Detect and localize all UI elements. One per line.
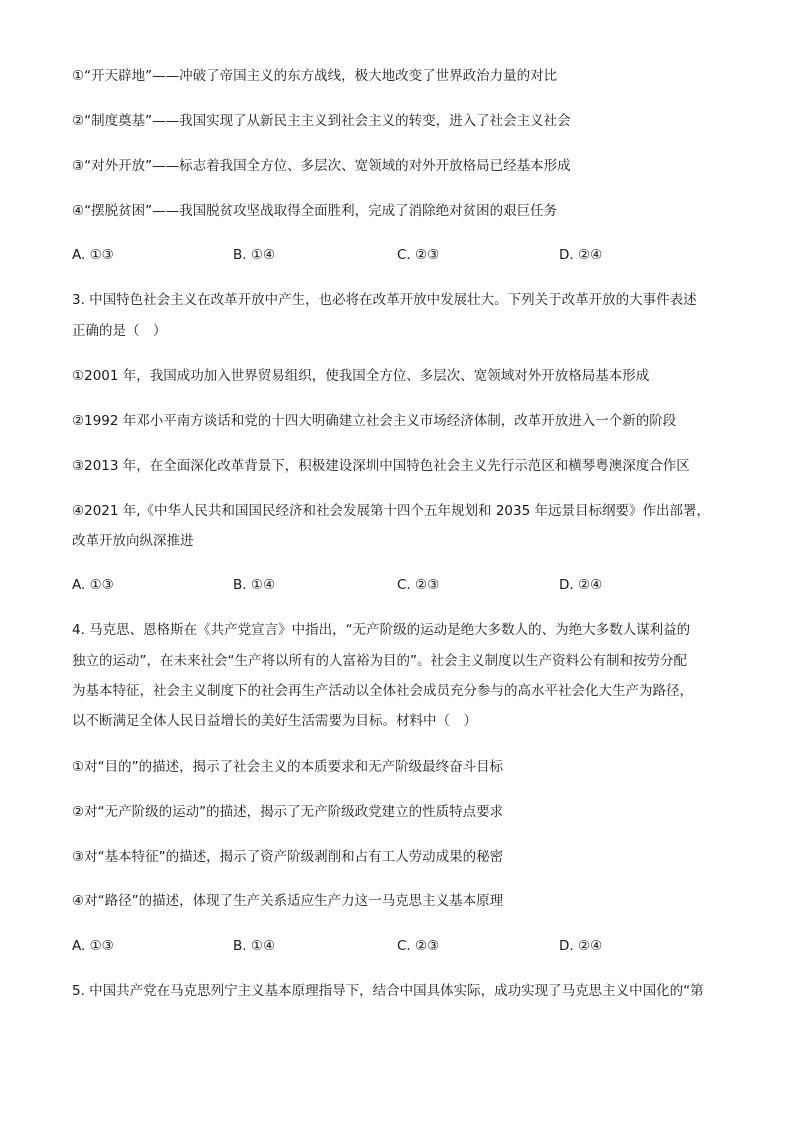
q3-option-a: A. ①③ (72, 577, 114, 593)
q2-options (72, 246, 732, 264)
q3-item-2: ②1992 年邓小平南方谈话和党的十四大明确建立社会主义市场经济体制，改革开放进入一个新的阶段 (72, 413, 677, 429)
q2-item-2: ②“制度奠基”——我国实现了从新民主主义到社会主义的转变，进入了社会主义社会 (72, 113, 571, 129)
q5-stem-line-1: 5. 中国共产党在马克思列宁主义基本原理指导下，结合中国具体实际，成功实现了马克思主义中国化的“第 (72, 983, 704, 999)
q4-option-d: D. ②④ (559, 938, 603, 954)
q4-stem-line-3: 为基本特征，社会主义制度下的社会再生产活动以全体社会成员充分参与的高水平社会化大生产为路径， (72, 683, 693, 699)
q4-item-2: ②对“无产阶级的运动”的描述，揭示了无产阶级政党建立的性质特点要求 (72, 804, 504, 820)
q3-item-3: ③2013 年，在全面深化改革背景下，积极建设深圳中国特色社会主义先行示范区和横琴粤澳深度合作区 (72, 458, 690, 474)
q2-option-a: A. ①③ (72, 247, 114, 263)
q2-option-c: C. ②③ (397, 247, 440, 263)
q4-item-4: ④对“路径”的描述，体现了生产关系适应生产力这一马克思主义基本原理 (72, 893, 504, 909)
q3-stem-line-2: 正确的是（ ） (72, 323, 167, 339)
q3-options (72, 576, 732, 594)
q4-item-1: ①对“目的”的描述，揭示了社会主义的本质要求和无产阶级最终奋斗目标 (72, 759, 504, 775)
q2-item-4: ④“摆脱贫困”——我国脱贫攻坚战取得全面胜利，完成了消除绝对贫困的艰巨任务 (72, 203, 558, 219)
q4-option-c: C. ②③ (397, 938, 440, 954)
q4-stem-line-4: 以不断满足全体人民日益增长的美好生活需要为目标。材料中（ ） (72, 713, 477, 729)
q3-option-b: B. ①④ (233, 577, 276, 593)
q3-item-1: ①2001 年，我国成功加入世界贸易组织，使我国全方位、多层次、宽领域对外开放格局基本形成 (72, 368, 650, 384)
q4-options (72, 937, 732, 955)
q3-option-c: C. ②③ (397, 577, 440, 593)
q4-item-3: ③对“基本特征”的描述，揭示了资产阶级剥削和占有工人劳动成果的秘密 (72, 849, 504, 865)
q3-stem-line-1: 3. 中国特色社会主义在改革开放中产生，也必将在改革开放中发展壮大。下列关于改革开放的大事件表述 (72, 292, 697, 308)
q3-item-4-cont: 改革开放向纵深推进 (72, 533, 194, 549)
q3-item-4: ④2021 年,《中华人民共和国国民经济和社会发展第十四个五年规划和 2035 年远景目标纲要》作出部署， (72, 503, 710, 519)
q2-option-d: D. ②④ (559, 247, 603, 263)
q3-option-d: D. ②④ (559, 577, 603, 593)
q2-option-b: B. ①④ (233, 247, 276, 263)
q4-stem-line-2: 独立的运动”，在未来社会“生产将以所有的人富裕为目的”。社会主义制度以生产资料公有制和按劳分配 (72, 653, 687, 669)
q2-item-1: ①“开天辟地”——冲破了帝国主义的东方战线，极大地改变了世界政治力量的对比 (72, 68, 558, 84)
q4-stem-line-1: 4. 马克思、恩格斯在《共产党宣言》中指出，“无产阶级的运动是绝大多数人的、为绝大多数人谋利益的 (72, 622, 691, 638)
q4-option-a: A. ①③ (72, 938, 114, 954)
q4-option-b: B. ①④ (233, 938, 276, 954)
q2-item-3: ③“对外开放”——标志着我国全方位、多层次、宽领域的对外开放格局已经基本形成 (72, 158, 571, 174)
